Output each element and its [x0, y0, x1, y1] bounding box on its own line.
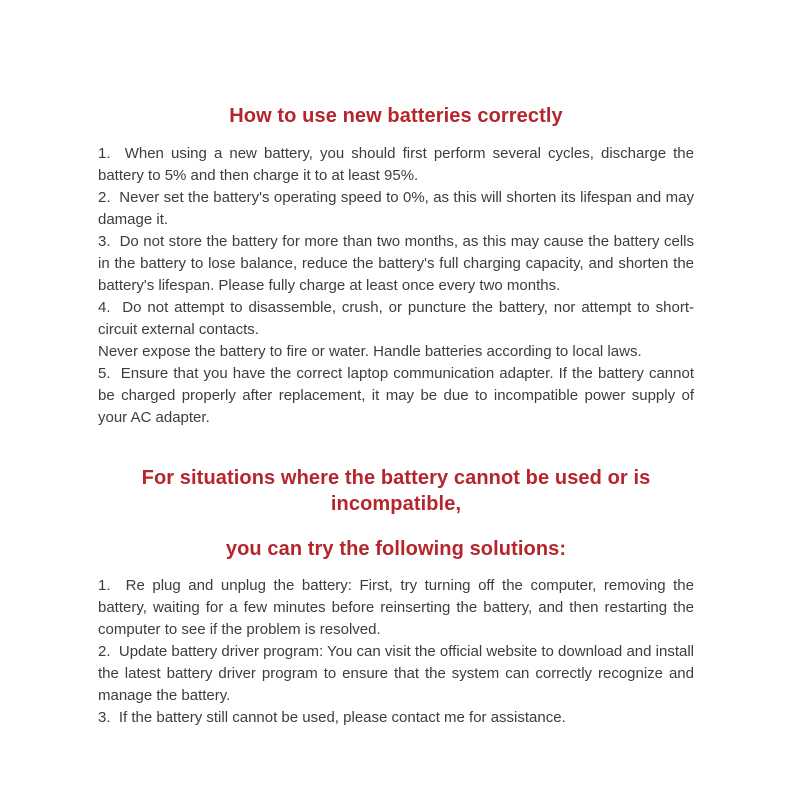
- troubleshooting-section-heading-line1: For situations where the battery cannot be used or is incompatible,: [141, 467, 651, 515]
- troubleshooting-solution-item: 1. Re plug and unplug the battery: First, try turning off the computer, removing the battery, waiting for a few minutes before reinserting the battery, and then restarting the computer to see if the problem is resolved.: [98, 577, 694, 638]
- usage-instruction-item: Never expose the battery to fire or water. Handle batteries according to local laws.: [98, 343, 642, 360]
- troubleshooting-section: [98, 575, 694, 729]
- usage-instruction-item: 2. Never set the battery's operating speed to 0%, as this will shorten its lifespan and may damage it.: [98, 189, 694, 228]
- usage-instruction-item: 5. Ensure that you have the correct laptop communication adapter. If the battery cannot be charged properly after replacement, it may be due to incompatible power supply of your AC adapter.: [98, 365, 694, 426]
- document-content: [98, 0, 694, 729]
- troubleshooting-solution-item: 2. Update battery driver program: You can visit the official website to download and install the latest battery driver program to ensure that the system can correctly recognize and manage the battery.: [98, 643, 694, 704]
- usage-section: [98, 143, 694, 429]
- troubleshooting-section-heading-line2: you can try the following solutions:: [225, 538, 567, 560]
- usage-instruction-item: 3. Do not store the battery for more than two months, as this may cause the battery cells in the battery to lose balance, reduce the battery's full charging capacity, and shorten the battery's lifespan. Please fully charge at least once every two months.: [98, 233, 694, 294]
- usage-instruction-item: 1. When using a new battery, you should first perform several cycles, discharge the battery to 5% and then charge it to at least 95%.: [98, 145, 694, 184]
- usage-section-heading: How to use new batteries correctly: [229, 105, 563, 127]
- troubleshooting-solution-item: 3. If the battery still cannot be used, please contact me for assistance.: [98, 709, 566, 726]
- usage-instruction-item: 4. Do not attempt to disassemble, crush, or puncture the battery, nor attempt to short-circuit external contacts.: [98, 299, 694, 338]
